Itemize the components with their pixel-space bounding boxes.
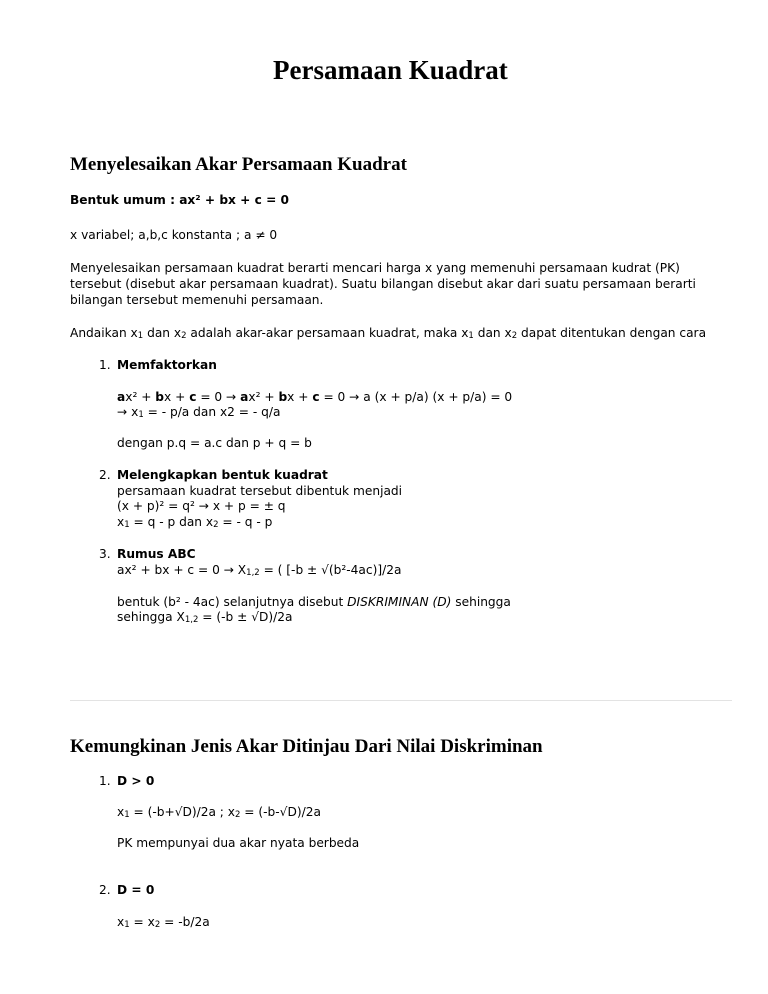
formula-line: PK mempunyai dua akar nyata berbeda [117,836,360,850]
section-heading-akar: Menyelesaikan Akar Persamaan Kuadrat [70,154,407,175]
formula-line: x1 = q - p dan x2 = - q - p [117,515,273,530]
formula-line: bentuk (b² - 4ac) selanjutnya disebut DISKRIMINAN (D) sehingga [117,595,511,609]
formula-line: dengan p.q = a.c dan p + q = b [117,436,312,450]
paragraph-line: Menyelesaikan persamaan kuadrat berarti mencari harga x yang memenuhi persamaan kudrat (PK) [70,261,680,275]
list-item-memfaktorkan: 1. Memfaktorkan [99,358,217,372]
formula-line: (x + p)² = q² → x + p = ± q [117,499,286,513]
formula-line: → x1 = - p/a dan x2 = - q/a [117,405,281,420]
list-item-d-zero: 2. D = 0 [99,883,155,897]
page-title: Persamaan Kuadrat [273,55,508,85]
formula-line: x1 = (-b+√D)/2a ; x2 = (-b-√D)/2a [117,805,321,820]
section-divider [70,700,732,701]
paragraph-andaikan: Andaikan x1 dan x2 adalah akar-akar persamaan kuadrat, maka x1 dan x2 dapat ditentukan dengan cara [70,326,707,341]
formula-line: x1 = x2 = -b/2a [117,915,210,930]
list-item-d-positive: 1. D > 0 [99,774,155,788]
section-heading-diskriminan: Kemungkinan Jenis Akar Ditinjau Dari Nilai Diskriminan [70,736,543,757]
variabel-text: x variabel; a,b,c konstanta ; a ≠ 0 [70,228,278,242]
formula-line: persamaan kuadrat tersebut dibentuk menjadi [117,484,403,498]
paragraph-line: tersebut (disebut akar persamaan kuadrat). Suatu bilangan disebut akar dari suatu persamaan berarti [70,277,696,291]
list-item-melengkapkan: 2. Melengkapkan bentuk kuadrat [99,468,328,482]
list-item-rumus-abc: 3. Rumus ABC [99,547,196,561]
formula-line: ax² + bx + c = 0 → X1,2 = ( [-b ± √(b²-4ac)]/2a [117,563,402,578]
bentuk-umum-text: Bentuk umum : ax² + bx + c = 0 [70,193,290,207]
formula-line: ax² + bx + c = 0 → ax² + bx + c = 0 → a (x + p/a) (x + p/a) = 0 [117,390,513,404]
formula-line: sehingga X1,2 = (-b ± √D)/2a [117,610,293,625]
paragraph-line: bilangan tersebut memenuhi persamaan. [70,293,324,307]
